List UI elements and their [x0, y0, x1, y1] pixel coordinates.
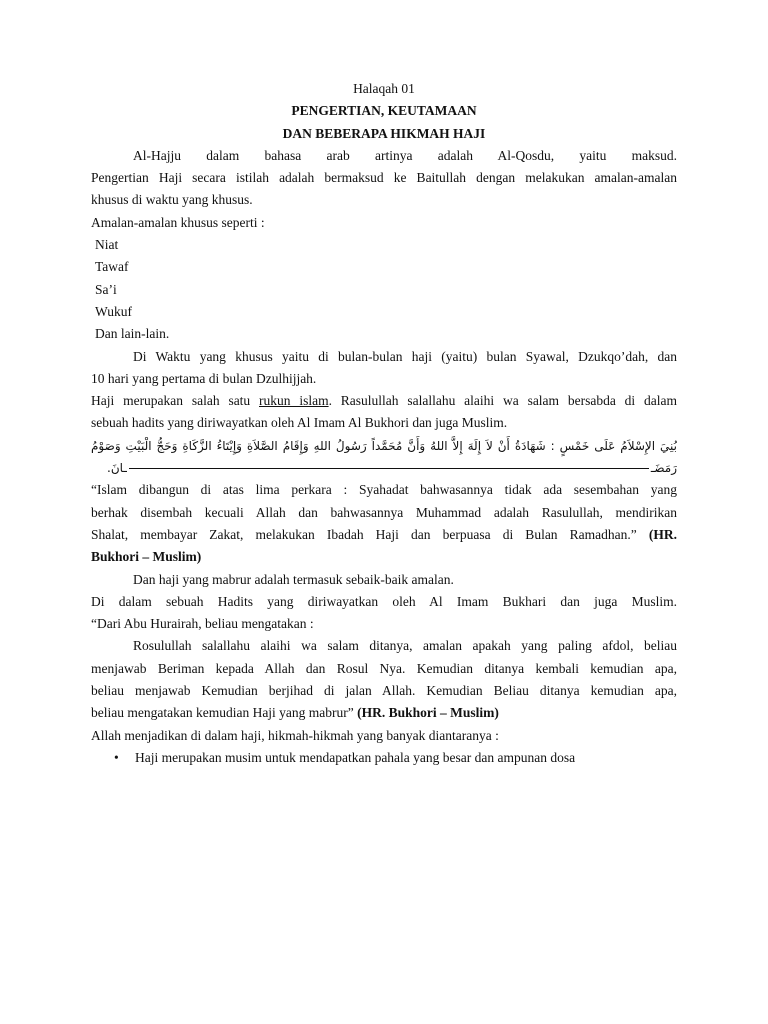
hadith-reference-a: (HR. — [648, 526, 677, 542]
kashida-rule — [129, 468, 649, 469]
narration-reference: (HR. Bukhori – Muslim) — [357, 705, 499, 721]
bullet-item-text: Haji merupakan musim untuk mendapatkan pahala yang besar dan ampunan dosa — [135, 749, 576, 765]
rukun-islam-link[interactable]: rukun islam — [259, 393, 329, 409]
document-body — [91, 78, 677, 769]
paragraph-narration-line-4 — [91, 702, 677, 724]
arabic-line-2-start: رَمَضَـ — [650, 461, 677, 476]
paragraph-hadith-intro-line-2: “Dari Abu Hurairah, beliau mengatakan : — [91, 616, 314, 632]
paragraph-definition-line-2: Pengertian Haji secara istilah adalah bermaksud ke Baitullah dengan melakukan amalan-amalan — [91, 170, 677, 186]
bullet-icon: • — [114, 749, 119, 765]
paragraph-definition-line-1: Al-Hajju dalam bahasa arab artinya adalah Al-Qosdu, yaitu maksud. — [133, 147, 677, 163]
list-item-sai: Sa’i — [95, 281, 117, 297]
list-item-others: Dan lain-lain. — [95, 326, 170, 342]
paragraph-mabrur: Dan haji yang mabrur adalah termasuk sebaik-baik amalan. — [133, 571, 454, 587]
paragraph-narration-line-1: Rosulullah salallahu alaihi wa salam ditanya, amalan apakah yang paling afdol, beliau — [133, 638, 677, 654]
paragraph-wisdom-intro: Allah menjadikan di dalam haji, hikmah-hikmah yang banyak diantaranya : — [91, 727, 499, 743]
arabic-hadith-line-2 — [91, 457, 677, 479]
paragraph-pillar-line-2: sebuah hadits yang diriwayatkan oleh Al Imam Al Bukhori dan juga Muslim. — [91, 415, 508, 431]
paragraph-pillar-line-1 — [91, 390, 677, 412]
hadith-translation-line-3 — [91, 524, 677, 546]
bullet-item-1 — [91, 747, 677, 769]
arabic-line-2-end: ـانَ. — [107, 461, 127, 476]
paragraph-time-line-2: 10 hari yang pertama di bulan Dzulhijjah. — [91, 370, 317, 386]
list-item-niat: Niat — [95, 237, 119, 253]
narration-text: beliau mengatakan kemudian Haji yang mabrur” — [91, 705, 354, 721]
paragraph-definition-line-3: khusus di waktu yang khusus. — [91, 192, 253, 208]
paragraph-time-line-1: Di Waktu yang khusus yaitu di bulan-bulan haji (yaitu) bulan Syawal, Dzukqo’dah, dan — [133, 348, 677, 364]
hadith-reference-b: Bukhori – Muslim) — [91, 549, 202, 565]
list-item-tawaf: Tawaf — [95, 259, 129, 275]
paragraph-hadith-intro-line-1: Di dalam sebuah Hadits yang diriwayatkan oleh Al Imam Bukhari dan juga Muslim. — [91, 593, 677, 609]
list-intro: Amalan-amalan khusus seperti : — [91, 214, 265, 230]
document-title: Halaqah 01 — [353, 81, 415, 96]
paragraph-narration-line-3: beliau menjawab Kemudian berjihad di jalan Allah. Kemudian Beliau ditanya kemudian apa, — [91, 683, 677, 699]
arabic-hadith-line-1: بُنِيَ الإِسْلاَمُ عَلَى خَمْسٍ : شَهَادَةُ أَنْ لاَ إِلَهَ إِلاَّ اللهُ وَأَنَّ مُحَمَّداً رَسُولُ اللهِ وَإِقَامُ الصَّلاَةِ وَإِيْتَاءُ الزَّكَاةِ وَحَجُّ الْبَيْتِ وَصَوْمُ — [91, 438, 677, 453]
pillar-text-b: . Rasulullah salallahu alaihi wa salam bersabda di dalam — [328, 393, 677, 409]
hadith-translation-line-2: berhak disembah kecuali Allah dan bahwasannya Muhammad adalah Rasulullah, mendirikan — [91, 504, 677, 520]
heading-line-2: DAN BEBERAPA HIKMAH HAJI — [282, 125, 486, 141]
paragraph-narration-line-2: menjawab Beriman kepada Allah dan Rosul Nya. Kemudian ditanya kembali kemudian apa, — [91, 660, 677, 676]
list-item-wukuf: Wukuf — [95, 303, 132, 319]
pillar-text-a: Haji merupakan salah satu — [91, 393, 260, 409]
hadith-translation-line-1: “Islam dibangun di atas lima perkara : Syahadat bahwasannya tidak ada sesembahan yang — [91, 482, 677, 498]
translation-text: Shalat, membayar Zakat, melakukan Ibadah Haji dan berpuasa di Bulan Ramadhan.” — [91, 526, 637, 542]
heading-line-1: PENGERTIAN, KEUTAMAAN — [291, 103, 477, 119]
